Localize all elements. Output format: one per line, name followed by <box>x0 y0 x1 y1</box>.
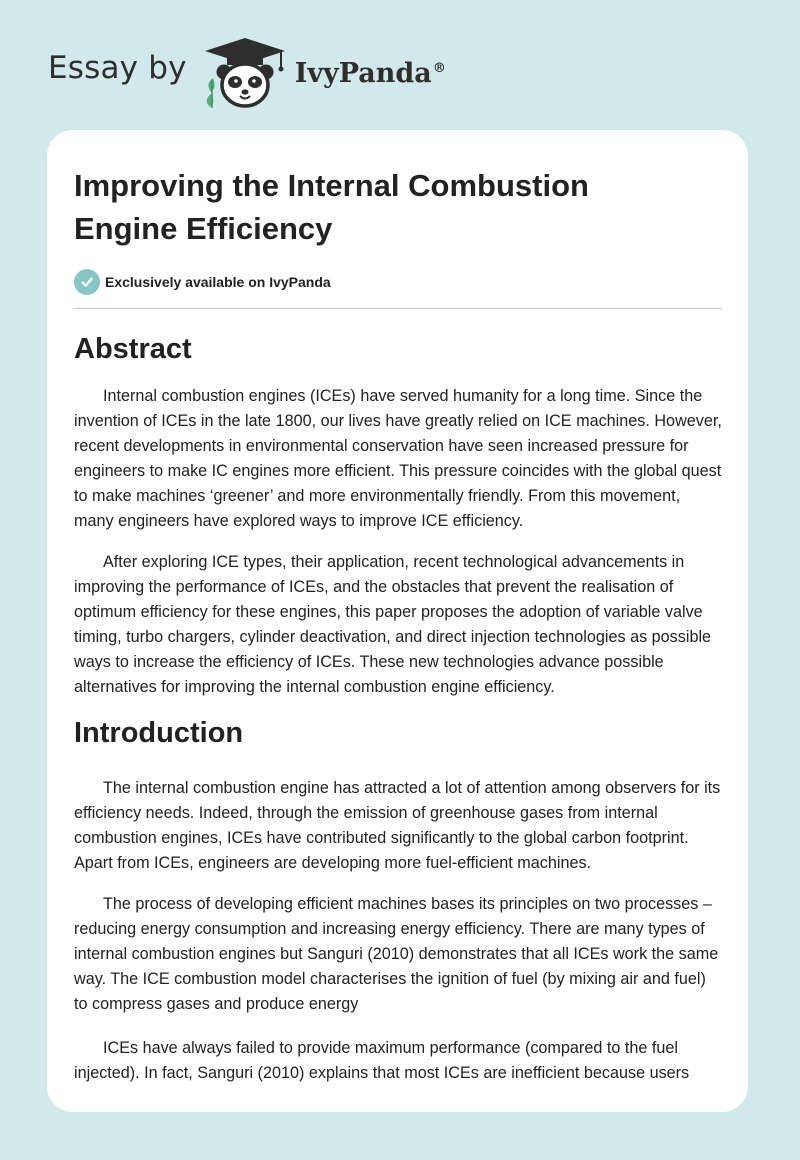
exclusive-badge <box>74 269 722 295</box>
paragraph: After exploring ICE types, their application, recent technological advancements in improving the performance of ICEs, and the obstacles that prevent the realisation of optimum efficiency for these engines, this paper proposes the adoption of variable valve timing, turbo chargers, cylinder deactivation, and direct injection technologies as possible ways to increase the efficiency of ICEs. These new technologies advance possible alternatives for improving the internal combustion engine efficiency. <box>74 553 712 696</box>
section-heading-introduction: Introduction <box>74 717 244 749</box>
abstract-body <box>74 384 722 700</box>
title-divider <box>74 308 722 309</box>
check-icon <box>74 269 100 295</box>
brand-prefix: Essay by <box>48 50 187 86</box>
brand-name: IvyPanda® <box>294 57 446 89</box>
introduction-body <box>74 776 722 1086</box>
paragraph: The internal combustion engine has attracted a lot of attention among observers for its efficiency needs. Indeed, through the emission of greenhouse gases from internal combustion engines, ICEs have contributed significantly to the global carbon footprint. Apart from ICEs, engineers are developing more fuel-efficient machines. <box>74 779 721 872</box>
brand-header[interactable] <box>48 34 446 110</box>
panda-logo-icon <box>201 34 289 110</box>
exclusive-badge-label: Exclusively available on IvyPanda <box>105 274 331 290</box>
paragraph: Internal combustion engines (ICEs) have served humanity for a long time. Since the invention of ICEs in the late 1800, our lives have greatly relied on ICE machines. However, recent developments in environmental conservation have seen increased pressure for engineers to make IC engines more efficient. This pressure coincides with the global quest to make machines ‘greener’ and more environmentally friendly. From this movement, many engineers have explored ways to improve ICE efficiency. <box>74 387 722 530</box>
paragraph: ICEs have always failed to provide maximum performance (compared to the fuel injected). In fact, Sanguri (2010) explains that most ICEs are inefficient because users <box>74 1039 690 1082</box>
essay-title: Improving the Internal Combustion Engine Efficiency <box>74 168 589 246</box>
paragraph: The process of developing efficient machines bases its principles on two processes – reducing energy consumption and increasing energy efficiency. There are many types of internal combustion engines but Sanguri (2010) demonstrates that all ICEs work the same way. The ICE combustion model characterises the ignition of fuel (by mixing air and fuel) to compress gases and produce energy <box>74 895 719 1013</box>
essay-card <box>47 130 748 1112</box>
section-heading-abstract: Abstract <box>74 333 192 365</box>
